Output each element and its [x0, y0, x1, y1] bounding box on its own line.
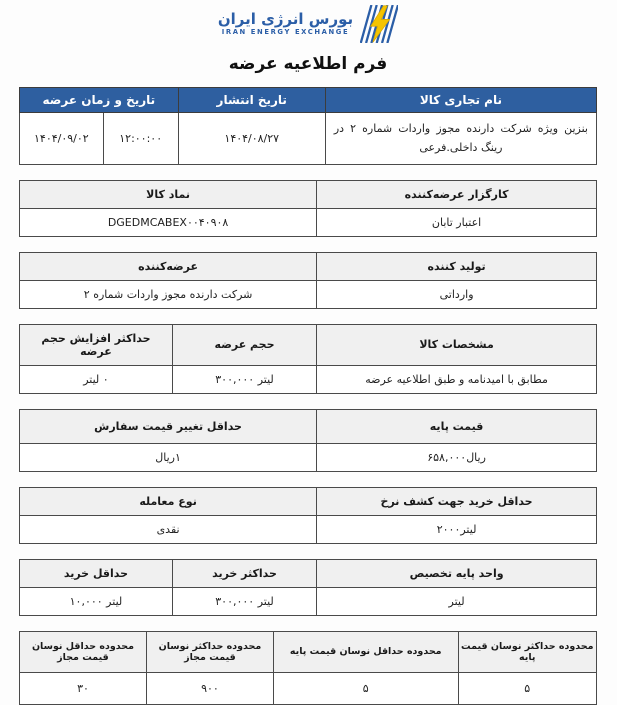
- header-min-purchase: حداقل خرید: [20, 559, 173, 587]
- header-max-allowed-fluctuation: محدوده حداکثر نوسان قیمت مجاز: [146, 631, 273, 672]
- value-offer-date: ۱۴۰۴/۰۹/۰۲: [20, 113, 104, 165]
- header-trade-type: نوع معامله: [20, 487, 317, 515]
- base-price-table: [19, 409, 597, 472]
- value-min-discovery-purchase: لیتر۲۰۰۰: [317, 515, 597, 543]
- broker-symbol-table: [19, 180, 597, 237]
- header-max-base-fluctuation: محدوده حداکثر نوسان قیمت پایه: [458, 631, 596, 672]
- value-trade-type: نقدی: [20, 515, 317, 543]
- value-max-volume-increase: ۰ لیتر: [20, 365, 173, 393]
- discovery-type-table: [19, 487, 597, 544]
- header-commodity-specs: مشخصات کالا: [317, 324, 597, 365]
- value-commodity-specs: مطابق با امیدنامه و طبق اطلاعیه عرضه: [317, 365, 597, 393]
- brand-name-fa: بورس انرژی ایران: [217, 9, 354, 28]
- form-title: فرم اطلاعیه عرضه: [228, 54, 388, 74]
- brand-text: [217, 9, 354, 37]
- header-min-base-fluctuation: محدوده حداقل نوسان قیمت پایه: [273, 631, 458, 672]
- value-min-base-fluctuation: ۵: [273, 672, 458, 704]
- value-allocation-unit: لیتر: [317, 587, 597, 615]
- value-base-price: ریال۶۵۸,۰۰۰: [317, 443, 597, 471]
- lightning-bolt-icon: [360, 5, 398, 43]
- header-allocation-unit: واحد پایه تخصیص: [317, 559, 597, 587]
- fluctuation-limits-table: [19, 631, 597, 705]
- header-min-price-change: حداقل تغییر قیمت سفارش: [20, 409, 317, 443]
- value-trade-name: بنزین ویژه شرکت دارنده مجوز واردات شماره ۲ در رینگ داخلی.فرعی: [325, 113, 596, 165]
- header-offer-volume: حجم عرضه: [172, 324, 316, 365]
- value-offering-broker: اعتبار تابان: [317, 208, 597, 236]
- header-base-price: قیمت پایه: [317, 409, 597, 443]
- header-trade-name: نام تجاری کالا: [325, 88, 596, 113]
- value-publish-date: ۱۴۰۴/۰۸/۲۷: [178, 113, 325, 165]
- value-producer: وارداتی: [317, 280, 597, 308]
- header-max-volume-increase: حداکثر افزایش حجم عرضه: [20, 324, 173, 365]
- specs-volume-table: [19, 324, 597, 394]
- value-min-purchase: لیتر ۱۰,۰۰۰: [20, 587, 173, 615]
- producer-supplier-table: [19, 252, 597, 309]
- header-max-purchase: حداکثر خرید: [172, 559, 316, 587]
- value-max-purchase: لیتر ۳۰۰,۰۰۰: [172, 587, 316, 615]
- iex-logo: [19, 3, 597, 45]
- value-max-allowed-fluctuation: ۹۰۰: [146, 672, 273, 704]
- header-min-allowed-fluctuation: محدوده حداقل نوسان قیمت مجاز: [20, 631, 147, 672]
- brand-name-en: IRAN ENERGY EXCHANGE: [221, 28, 350, 37]
- header-offering-broker: کارگزار عرضه‌کننده: [317, 180, 597, 208]
- header-commodity-symbol: نماد کالا: [20, 180, 317, 208]
- header-min-discovery-purchase: حداقل خرید جهت کشف نرخ: [317, 487, 597, 515]
- value-max-base-fluctuation: ۵: [458, 672, 596, 704]
- value-supplier: شرکت دارنده مجوز واردات شماره ۲: [20, 280, 317, 308]
- value-offer-volume: لیتر ۳۰۰,۰۰۰: [172, 365, 316, 393]
- value-min-allowed-fluctuation: ۳۰: [20, 672, 147, 704]
- header-offer-datetime: تاریخ و زمان عرضه: [20, 88, 179, 113]
- value-offer-time: ۱۲:۰۰:۰۰: [103, 113, 178, 165]
- value-min-price-change: ۱ریال: [20, 443, 317, 471]
- value-commodity-symbol: DGEDMCABEX۰۰۴۰۹۰۸: [20, 208, 317, 236]
- header-producer: تولید کننده: [317, 252, 597, 280]
- header-supplier: عرضه‌کننده: [20, 252, 317, 280]
- trade-name-table: [19, 87, 597, 165]
- purchase-limits-table: [19, 559, 597, 616]
- header-publish-date: تاریخ انتشار: [178, 88, 325, 113]
